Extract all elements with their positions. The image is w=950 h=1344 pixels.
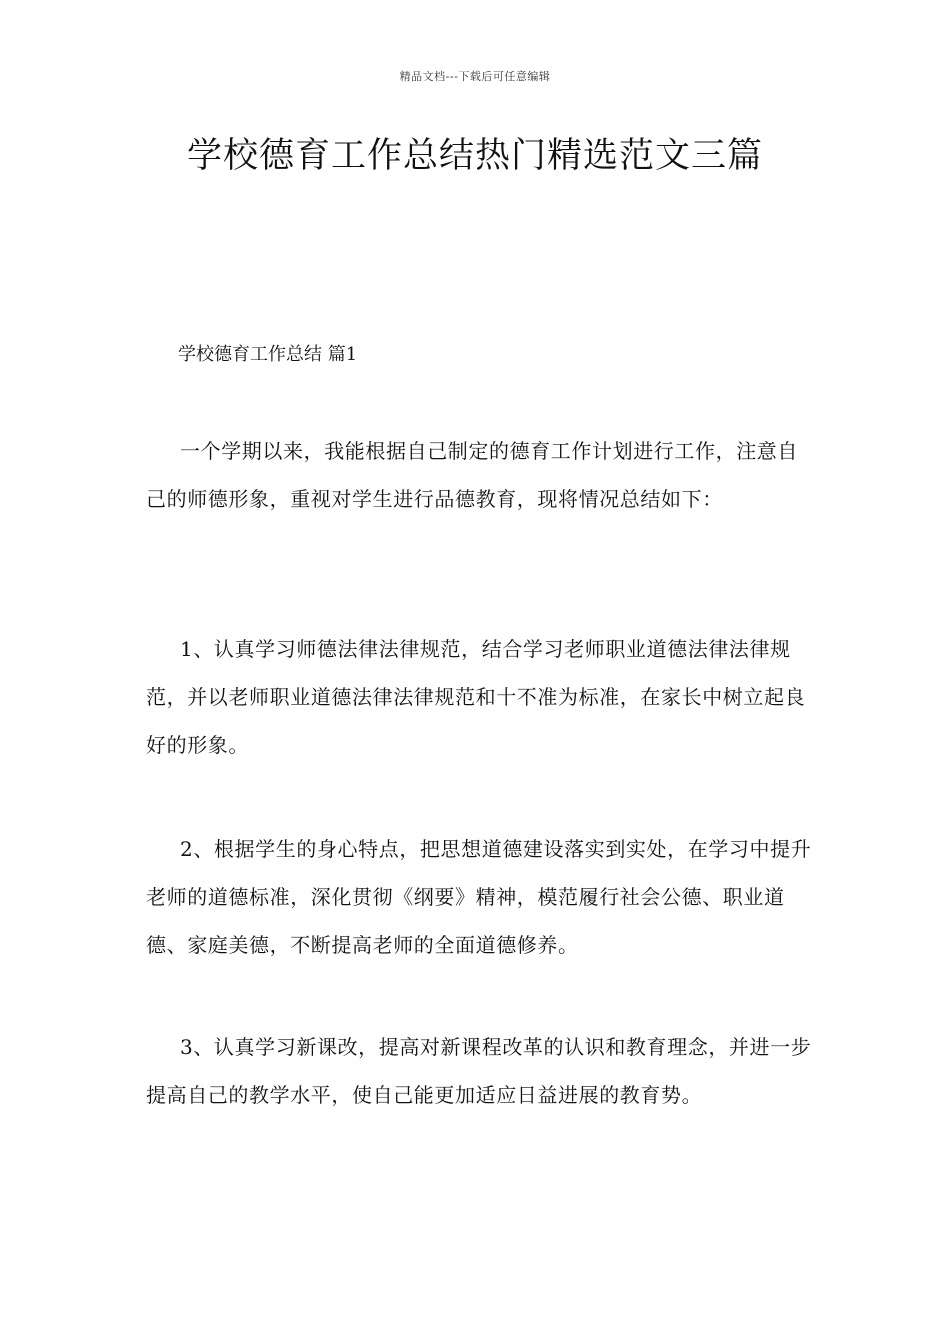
section-heading: 学校德育工作总结 篇1 — [178, 344, 358, 365]
paragraph-item-2: 2、根据学生的身心特点，把思想道德建设落实到实处，在学习中提升老师的道德标准，深化贯彻《纲要》精神，模范履行社会公德、职业道德、家庭美德，不断提高老师的全面道德修养。 — [146, 837, 812, 957]
header-note: 精品文档---下载后可任意编辑 — [399, 70, 551, 83]
paragraph-item-1: 1、认真学习师德法律法律规范，结合学习老师职业道德法律法律规范，并以老师职业道德法律法律规范和十不准为标准，在家长中树立起良好的形象。 — [146, 637, 806, 757]
paragraph-item-3: 3、认真学习新课改，提高对新课程改革的认识和教育理念，并进一步提高自己的教学水平，使自己能更加适应日益进展的教育势。 — [146, 1035, 812, 1107]
paragraph-intro: 一个学期以来，我能根据自己制定的德育工作计划进行工作，注意自己的师德形象，重视对学生进行品德教育，现将情况总结如下： — [146, 439, 798, 511]
document-title: 学校德育工作总结热门精选范文三篇 — [186, 136, 763, 176]
